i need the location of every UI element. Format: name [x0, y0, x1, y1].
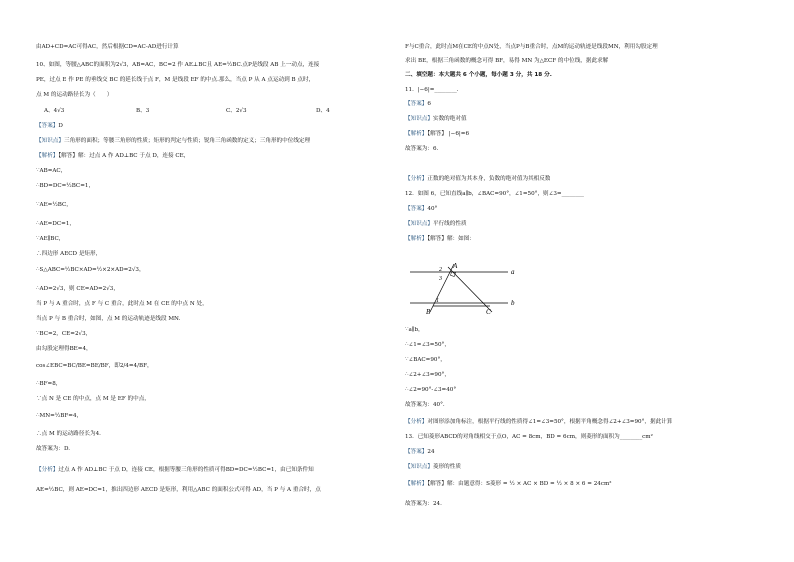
line-text: 菱形的性质 [432, 464, 461, 470]
parallel-lines-figure [408, 258, 524, 316]
line-text: F与C重合，此时点M在CE的中点N处，当点P与B重合时，点M的运动轨迹是线段MN，利用勾股定理 [405, 44, 658, 50]
line-text: ∵AB=AC， [36, 168, 67, 174]
line-text: ∴∠2+∠3=90°， [405, 372, 450, 378]
line-text: AE=½BC，则 AE=DC=1，推出四边形 AECD 是矩形，利用△ABC 的面积公式可得 AD，当 P 与 A 重合时，点 [36, 487, 321, 493]
section-tag: 【答案】 [405, 206, 428, 212]
line-text: ∴S△ABC=½BC×AD=½×2×AD=2√3， [36, 267, 145, 273]
text-line [405, 145, 438, 153]
line-text: 10、如图，等腰△ABC的面积为2√3，AB=AC，BC=2 作 AE⊥BC且 AE=½BC.点P是线段 AB 上一动点，连接 [36, 62, 320, 68]
text-line [405, 500, 442, 508]
line-text: ∴∠2=90°-∠3=40° [405, 387, 457, 393]
text-line [36, 137, 310, 145]
line-text: 对图形添加角标注，根据平行线的性质得∠1=∠3=50°，根据平角概念得∠2+∠3=90°，据此计算 [427, 419, 673, 425]
line-text: 故答案为：40°. [405, 402, 445, 408]
label-A: A [453, 262, 458, 270]
line-text: ∴点 M 的运动路径长为4. [36, 431, 101, 437]
line-text: 点 M 的运动路径长为（ ） [36, 92, 113, 98]
section-tag: 【分析】 [405, 176, 428, 182]
text-line [405, 190, 584, 198]
text-line [405, 448, 435, 456]
text-line [405, 235, 475, 243]
text-line [36, 152, 189, 160]
line-text: 6 [427, 101, 431, 107]
line-text: 当点 P 与 B 重合时，如图，点 M 的运动轨迹是线段 MN. [36, 316, 181, 322]
section-tag: 【解析】 [405, 131, 428, 137]
section-tag: 【答案】 [36, 123, 59, 129]
text-line [36, 395, 150, 403]
text-line [405, 356, 446, 364]
section-tag: 【解析】 [36, 153, 59, 159]
text-line [405, 100, 431, 108]
text-line [36, 91, 112, 99]
text-line [36, 250, 101, 258]
option-c: C、2√3 [226, 108, 247, 114]
line-text: ∵点 N 是 CE 的中点，点 M 是 EF 的中点， [36, 396, 150, 402]
label-a: a [511, 268, 515, 276]
text-line [405, 326, 424, 334]
line-text: 由勾股定理得BE=4， [36, 346, 92, 352]
line-text: ∴AD=2√3，则 CE=AD=2√3， [36, 286, 119, 292]
line-text: ∵∠BAC=90°， [405, 357, 446, 363]
text-line [405, 130, 469, 138]
line-text: 求出 BE，根据三角函数的概念可得 BF，易得 MN 为△ECF 的中位线，据此求解 [405, 58, 609, 64]
line-text: cos∠EBC=BC/BE=BE/BF，即2/4=4/BF， [36, 363, 153, 369]
line-text: 【解答】解：过点 A 作 AD⊥BC 于点 D，连接 CE， [58, 153, 190, 159]
text-line [36, 345, 92, 353]
segment-ac [448, 267, 492, 312]
section-tag: 【分析】 [36, 467, 59, 473]
label-angle-3: 3 [439, 276, 442, 282]
text-line [36, 61, 319, 69]
line-text: 11．|−6|=________. [405, 87, 459, 93]
text-line [36, 380, 61, 388]
text-line [405, 480, 612, 488]
option-b: B、3 [136, 108, 150, 114]
q10-options [36, 106, 394, 116]
text-line [405, 175, 550, 183]
text-line [36, 300, 208, 308]
text-line [36, 43, 179, 51]
line-text: 12．如图 6，已知直线a∥b，∠BAC=90°，∠1=50°，则∠3=________ [405, 191, 584, 197]
text-line [36, 285, 119, 293]
section-tag: 【答案】 [405, 449, 428, 455]
text-line [36, 445, 70, 453]
text-line [36, 412, 82, 420]
text-line [36, 266, 145, 274]
segment-ab [430, 264, 454, 312]
line-text: 40° [427, 206, 438, 212]
label-B: B [426, 308, 431, 316]
line-text: 24 [427, 449, 435, 455]
line-text: ∴四边形 AECD 是矩形， [36, 251, 102, 257]
line-text: 平行线的性质 [432, 221, 467, 227]
text-line [36, 362, 153, 370]
text-line [36, 430, 101, 438]
text-line [36, 235, 64, 243]
line-text: 二、填空题：本大题共 6 个小题，每小题 3 分，共 18 分. [405, 72, 552, 78]
line-text: ∵AE∥BC， [36, 236, 65, 242]
text-line [405, 463, 461, 471]
text-line [36, 122, 63, 130]
line-text: ∴BD=DC=½BC=1， [36, 183, 95, 189]
line-text: ∴MN=½BF=4， [36, 413, 83, 419]
text-line [36, 486, 321, 494]
label-angle-1: 1 [436, 298, 439, 304]
text-line [405, 401, 445, 409]
text-line [405, 433, 653, 441]
label-angle-2: 2 [439, 267, 442, 273]
label-C: C [486, 308, 491, 316]
line-text: ∴∠1=∠3=50°， [405, 342, 450, 348]
line-text: 由AD+CD=AC可得AC，然后根据CD=AC-AD进行计算 [36, 44, 179, 50]
text-line [36, 201, 72, 209]
text-line [405, 220, 467, 228]
line-text: D [58, 123, 63, 129]
text-line [36, 182, 94, 190]
line-text: 故答案为：6. [405, 146, 439, 152]
section-tag: 【解析】 [405, 481, 428, 487]
section-tag: 【分析】 [405, 419, 428, 425]
line-text: ∵BC=2，CE=2√3， [36, 331, 92, 337]
line-text: 故答案为：D. [36, 446, 71, 452]
line-text: 当 P 与 A 重合时，点 F 与 C 重合，此时点 M 在 CE 的中点 N 处， [36, 301, 208, 307]
text-line [405, 43, 658, 51]
text-line [405, 57, 608, 65]
line-text: 正数的绝对值为其本身，负数的绝对值为其相反数 [427, 176, 551, 182]
section-tag: 【解析】 [405, 236, 428, 242]
section-tag: 【知识点】 [405, 221, 433, 227]
line-text: 13．已知菱形ABCD的对角线相交于点O，AC = 8cm，BD = 6cm，则菱形的面积为________cm² [405, 434, 653, 440]
text-line [405, 115, 467, 123]
line-text: 【解答】解：由题意得：S菱形 = ½ × AC × BD = ½ × 8 × 6 = 24cm² [427, 481, 612, 487]
section-tag: 【答案】 [405, 101, 428, 107]
line-text: ∴AE=DC=1， [36, 221, 75, 227]
line-text: ∴BF=8， [36, 381, 62, 387]
text-line [36, 167, 66, 175]
text-line [36, 315, 180, 323]
line-text: ∵a∥b， [405, 327, 424, 333]
section-tag: 【知识点】 [405, 464, 433, 470]
text-line [36, 466, 314, 474]
text-line [405, 418, 672, 426]
label-b: b [511, 299, 515, 307]
line-text: 故答案为：24. [405, 501, 442, 507]
text-line [405, 341, 450, 349]
text-line [405, 86, 459, 94]
text-line [36, 330, 91, 338]
line-text: 【解答】解：如图： [427, 236, 475, 242]
line-text: 【解答】 |−6|=6 [427, 131, 470, 137]
text-line [36, 76, 314, 84]
section-tag: 【知识点】 [405, 116, 433, 122]
line-text: 过点 A 作 AD⊥BC 于点 D，连接 CE，根据等腰三角形的性质可得BD=DC=½BC=1，由已知条件知 [58, 467, 314, 473]
line-text: ∵AE=½BC， [36, 202, 72, 208]
text-line [405, 71, 552, 79]
text-line [405, 386, 456, 394]
text-line [405, 205, 437, 213]
line-text: 实数的绝对值 [432, 116, 467, 122]
text-line [36, 220, 75, 228]
text-line [405, 371, 450, 379]
line-text: PE，过点 E 作 PE 的垂线交 BC 的延长线于点 F，M 是线段 EF 的中点.那么，当点 P 从 A 点运动到 B 点时， [36, 77, 315, 83]
section-tag: 【知识点】 [36, 138, 64, 144]
option-d: D、4 [316, 108, 330, 114]
option-a: A、4√3 [44, 108, 65, 114]
line-text: 三角形的面积；等腰三角形的性质；矩形的判定与性质；锐角三角函数的定义；三角形的中位线定理 [63, 138, 311, 144]
